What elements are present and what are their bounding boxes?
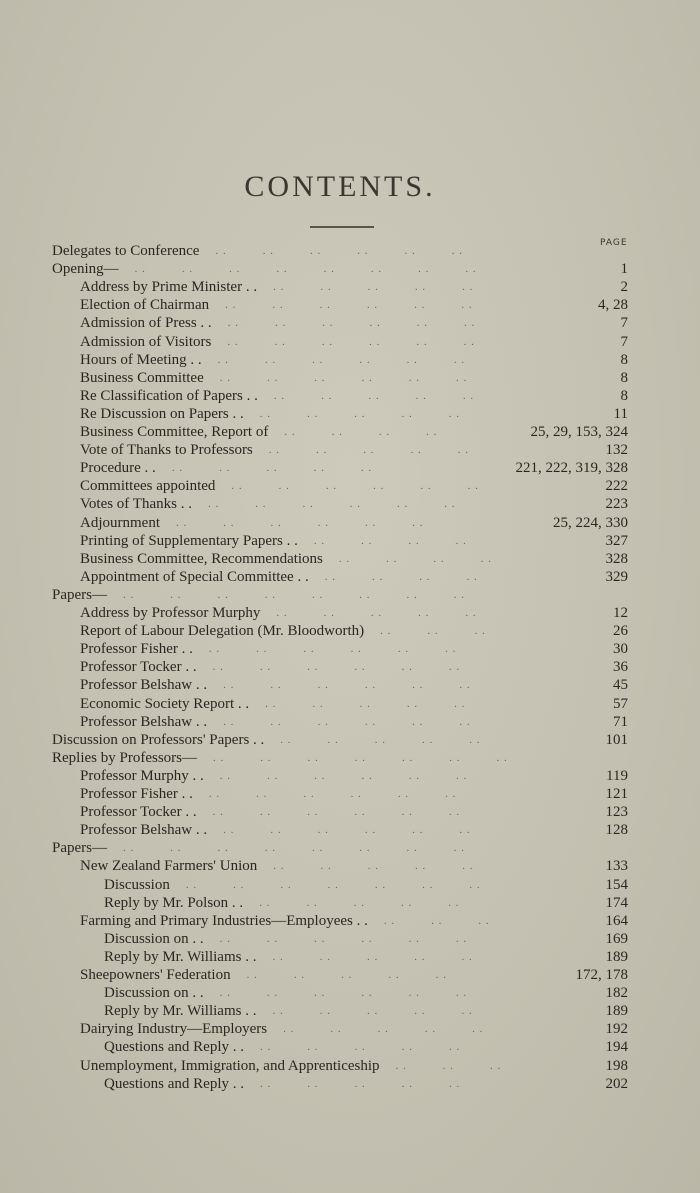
toc-entry xyxy=(80,784,628,804)
toc-entry xyxy=(80,1056,628,1076)
toc-entry-page: 26 xyxy=(613,623,628,640)
toc-entry-page: 198 xyxy=(605,1057,628,1074)
toc-entry xyxy=(80,404,628,424)
toc-entry xyxy=(80,802,628,822)
toc-entry-title: Questions and Reply . . xyxy=(104,1075,244,1092)
leader-dots: . . . . . . . . xyxy=(284,426,474,438)
toc-entry-title: Reply by Mr. Polson . . xyxy=(104,894,244,911)
leader-dots: . . . . . . . . . . xyxy=(273,860,510,873)
toc-entry-title: Sheepowners' Federation xyxy=(80,967,231,983)
toc-entry xyxy=(80,531,628,551)
toc-entry xyxy=(80,639,628,659)
toc-entry-page: 45 xyxy=(613,677,628,694)
leader-dots: . . . . . . . . . . . . . . xyxy=(185,878,517,891)
toc-entry xyxy=(80,295,628,315)
toc-entry-title: Professor Murphy . . xyxy=(80,767,204,784)
page-title: CONTENTS. xyxy=(244,170,436,203)
leader-dots: . . . . . . . . . . xyxy=(283,1023,520,1036)
toc-entry xyxy=(104,1001,628,1021)
toc-entry xyxy=(80,965,628,985)
toc-entry xyxy=(80,277,628,297)
page-column-header: PAGE xyxy=(600,238,628,248)
toc-entry xyxy=(80,458,628,478)
toc-entry-page: 128 xyxy=(605,822,628,839)
toc-entry-page: 164 xyxy=(605,912,628,929)
leader-dots: . . . . . . . . . . . . xyxy=(219,371,504,384)
toc-entry xyxy=(52,748,628,768)
toc-entry xyxy=(80,422,628,442)
toc-entry xyxy=(80,313,628,333)
toc-entry-page: 12 xyxy=(613,605,628,621)
leader-dots: . . . . . . . . . . xyxy=(259,407,496,420)
leader-dots: . . . . . . . . . . xyxy=(246,969,483,981)
toc-entry-page: 25, 29, 153, 324 xyxy=(530,424,628,440)
leader-dots: . . . . . . . . . . xyxy=(268,444,506,457)
toc-entry-title: Professor Belshaw . . xyxy=(80,677,208,694)
leader-dots: . . . . . . . . . . . . . . . . xyxy=(123,588,501,601)
toc-entry xyxy=(80,476,628,496)
toc-entry-title: Business Committee, Report of xyxy=(80,424,269,440)
toc-entry xyxy=(80,567,628,587)
leader-dots: . . . . . . xyxy=(380,625,522,638)
leader-dots: . . . . . . . . . . . . xyxy=(217,353,502,366)
leader-dots: . . . . . . . . . . . . xyxy=(212,806,497,819)
leader-dots: . . . . . . . . . . xyxy=(265,697,502,710)
toc-entry-page: 11 xyxy=(613,405,628,422)
toc-entry-title: Questions and Reply . . xyxy=(104,1039,244,1056)
leader-dots: . . . . . . . . . . . . xyxy=(215,245,499,257)
toc-entry-title: Economic Society Report . . xyxy=(80,695,250,712)
leader-dots: . . . . . . . . xyxy=(338,552,528,565)
leader-dots: . . . . . . . . . . . . xyxy=(223,679,507,692)
toc-entry-page: 189 xyxy=(605,1003,628,1020)
leader-dots: . . . . . . . . . . . . xyxy=(223,715,507,728)
toc-entry-title: Business Committee, Recommendations xyxy=(80,550,323,567)
toc-entry xyxy=(80,603,628,623)
toc-entry-title: Admission of Press . . xyxy=(80,315,212,332)
toc-entry-title: Farming and Primary Industries—Employees . . xyxy=(80,912,368,929)
toc-entry-title: Reply by Mr. Williams . . xyxy=(104,948,257,965)
leader-dots: . . . . . . xyxy=(395,1059,538,1072)
toc-entry xyxy=(80,440,628,460)
toc-entry xyxy=(80,712,628,732)
toc-entry xyxy=(52,838,628,858)
leader-dots: . . . . . . . . . . xyxy=(259,896,496,909)
leader-dots: . . . . . . . . xyxy=(313,534,503,547)
leader-dots: . . . . . . . . . . xyxy=(260,1077,497,1090)
toc-entry-title: Address by Professor Murphy xyxy=(80,605,261,621)
toc-entry-title: New Zealand Farmers' Union xyxy=(80,858,258,875)
toc-entry-page: 1 xyxy=(620,261,628,278)
toc-entry xyxy=(80,494,628,514)
toc-entry-title: Appointment of Special Committee . . xyxy=(80,568,309,585)
toc-entry-title: Admission of Visitors xyxy=(80,333,212,350)
toc-entry-page: 8 xyxy=(620,351,628,368)
toc-entry xyxy=(104,983,628,1003)
toc-entry-title: Professor Belshaw . . xyxy=(80,822,208,839)
leader-dots: . . . . . . . . . . . . xyxy=(219,769,504,782)
toc-entry-title: Professor Fisher . . xyxy=(80,641,193,658)
toc-entry xyxy=(52,259,628,279)
toc-entry xyxy=(52,241,628,261)
leader-dots: . . . . . . . . . . . . xyxy=(219,987,504,1000)
toc-entry-title: Report of Labour Delegation (Mr. Bloodworth) xyxy=(80,623,365,640)
toc-entry-title: Votes of Thanks . . xyxy=(80,496,192,513)
toc-entry-title: Business Committee xyxy=(80,369,204,386)
toc-entry-page: 329 xyxy=(605,568,628,585)
toc-entry-title: Discussion on . . xyxy=(104,930,204,947)
toc-entry-page: 202 xyxy=(605,1075,628,1092)
toc-entry xyxy=(80,694,628,714)
toc-entry-page: 25, 224, 330 xyxy=(553,514,628,531)
toc-entry-page: 101 xyxy=(605,731,628,748)
leader-dots: . . . . . . . . . . . . xyxy=(225,299,509,312)
toc-entry xyxy=(80,621,628,641)
leader-dots: . . . . . . . . . . . . xyxy=(208,788,493,800)
toc-entry xyxy=(80,1019,628,1039)
toc-entry-page: 57 xyxy=(613,695,628,712)
toc-entry-title: Delegates to Conference xyxy=(52,243,200,259)
toc-entry-page: 4, 28 xyxy=(598,297,628,314)
toc-entry-page: 328 xyxy=(605,550,628,567)
toc-entry-title: Replies by Professors— xyxy=(52,749,197,766)
toc-entry-page: 182 xyxy=(605,985,628,1002)
toc-entry-page: 169 xyxy=(605,930,628,947)
toc-entry xyxy=(104,1037,628,1057)
toc-entry-title: Professor Tocker . . xyxy=(80,804,197,821)
toc-entry-title: Opening— xyxy=(52,261,119,278)
toc-entry-title: Re Discussion on Papers . . xyxy=(80,405,244,422)
toc-entry-page: 8 xyxy=(620,387,628,404)
title-divider xyxy=(310,226,374,228)
toc-entry-page: 7 xyxy=(620,333,628,350)
toc-entry-title: Address by Prime Minister . . xyxy=(80,279,258,296)
toc-entry-page: 121 xyxy=(605,786,628,802)
leader-dots: . . . . . . . . . . xyxy=(280,733,517,746)
toc-entry-title: Procedure . . xyxy=(80,460,156,477)
toc-entry-page: 223 xyxy=(605,496,628,513)
leader-dots: . . . . . . . . . . . . xyxy=(176,516,460,529)
toc-entry-title: Papers— xyxy=(52,586,107,603)
toc-entry-page: 2 xyxy=(620,279,628,296)
toc-entry-page: 189 xyxy=(605,948,628,965)
toc-entry xyxy=(80,386,628,406)
toc-entry xyxy=(80,820,628,840)
leader-dots: . . . . . . . . . . xyxy=(273,389,511,402)
toc-entry xyxy=(104,947,628,967)
toc-entry xyxy=(80,513,628,533)
toc-entry xyxy=(80,657,628,677)
toc-entry-page: 30 xyxy=(613,641,628,658)
toc-entry-title: Professor Fisher . . xyxy=(80,786,193,802)
toc-entry-page: 7 xyxy=(620,315,628,332)
leader-dots: . . . . . . . . . . xyxy=(273,281,510,294)
toc-entry-page: 119 xyxy=(606,767,628,784)
leader-dots: . . . . . . . . . . . . xyxy=(227,335,511,348)
leader-dots: . . . . . . . . . . . . . . . . xyxy=(134,263,513,276)
toc-entry-page: 192 xyxy=(605,1021,628,1038)
toc-entry xyxy=(80,766,628,786)
toc-entry-title: Adjournment xyxy=(80,514,160,531)
toc-entry-title: Vote of Thanks to Professors xyxy=(80,442,253,459)
toc-entry-page: 222 xyxy=(605,478,628,495)
leader-dots: . . . . . . . . . . xyxy=(272,1005,509,1018)
leader-dots: . . . . . . . . . . . . xyxy=(227,317,512,330)
toc-entry-page: 172, 178 xyxy=(575,967,628,983)
toc-entry-title: Printing of Supplementary Papers . . xyxy=(80,532,298,549)
toc-entry-page: 327 xyxy=(605,532,628,549)
leader-dots: . . . . . . . . . . xyxy=(260,1041,497,1054)
leader-dots: . . . . . . . . . . xyxy=(171,462,409,475)
toc-entry xyxy=(52,730,628,750)
leader-dots: . . . . . . . . . . . . . . xyxy=(213,751,544,764)
toc-entry-title: Discussion xyxy=(104,876,170,893)
toc-entry-page: 36 xyxy=(613,659,628,676)
leader-dots: . . . . . . . . . . xyxy=(272,950,509,963)
toc-entry xyxy=(104,1074,628,1094)
toc-entry-title: Unemployment, Immigration, and Apprenticeship xyxy=(80,1057,380,1074)
toc-entry-title: Discussion on . . xyxy=(104,985,204,1002)
toc-entry-title: Professor Tocker . . xyxy=(80,659,197,676)
toc-entry-page: 194 xyxy=(605,1039,628,1056)
leader-dots: . . . . . . . . . . . . xyxy=(208,643,493,656)
toc-entry-title: Election of Chairman xyxy=(80,297,210,314)
leader-dots: . . . . . . . . . . . . xyxy=(207,498,492,511)
leader-dots: . . . . . . . . . . . . . . . . xyxy=(123,842,501,855)
leader-dots: . . . . . . . . . . . . xyxy=(212,661,497,674)
toc-entry-page: 8 xyxy=(620,369,628,386)
toc-entry-title: Professor Belshaw . . xyxy=(80,713,208,730)
toc-entry xyxy=(104,929,628,949)
toc-entry-page: 174 xyxy=(605,894,628,911)
toc-entry-title: Committees appointed xyxy=(80,478,216,495)
toc-entry-page: 123 xyxy=(605,804,628,821)
toc-entry xyxy=(80,856,628,876)
toc-entry-title: Hours of Meeting . . xyxy=(80,351,202,368)
toc-entry-page: 71 xyxy=(613,713,628,730)
toc-entry xyxy=(80,332,628,352)
leader-dots: . . . . . . . . . . . . xyxy=(231,480,515,493)
leader-dots: . . . . . . . . . . . . xyxy=(223,824,507,837)
toc-entry-page: 221, 222, 319, 328 xyxy=(515,460,628,477)
toc-entry-title: Dairying Industry—Employers xyxy=(80,1021,268,1038)
leader-dots: . . . . . . . . . . . . xyxy=(219,932,504,945)
toc-entry-page: 132 xyxy=(605,442,628,459)
toc-entry-page: 154 xyxy=(605,876,628,893)
toc-entry xyxy=(104,893,628,913)
toc-entry-page: 133 xyxy=(605,858,628,875)
toc-entry-title: Re Classification of Papers . . xyxy=(80,387,258,404)
toc-entry xyxy=(104,875,628,895)
toc-entry xyxy=(80,368,628,388)
leader-dots: . . . . . . xyxy=(383,914,526,927)
toc-entry xyxy=(80,675,628,695)
toc-entry-title: Papers— xyxy=(52,840,107,857)
leader-dots: . . . . . . . . . . xyxy=(276,607,513,619)
toc-entry-title: Discussion on Professors' Papers . . xyxy=(52,731,265,748)
toc-entry-title: Reply by Mr. Williams . . xyxy=(104,1003,257,1020)
toc-entry xyxy=(80,911,628,931)
toc-entry xyxy=(52,585,628,605)
leader-dots: . . . . . . . . xyxy=(324,570,514,583)
toc-entry xyxy=(80,350,628,370)
toc-entry xyxy=(80,549,628,569)
